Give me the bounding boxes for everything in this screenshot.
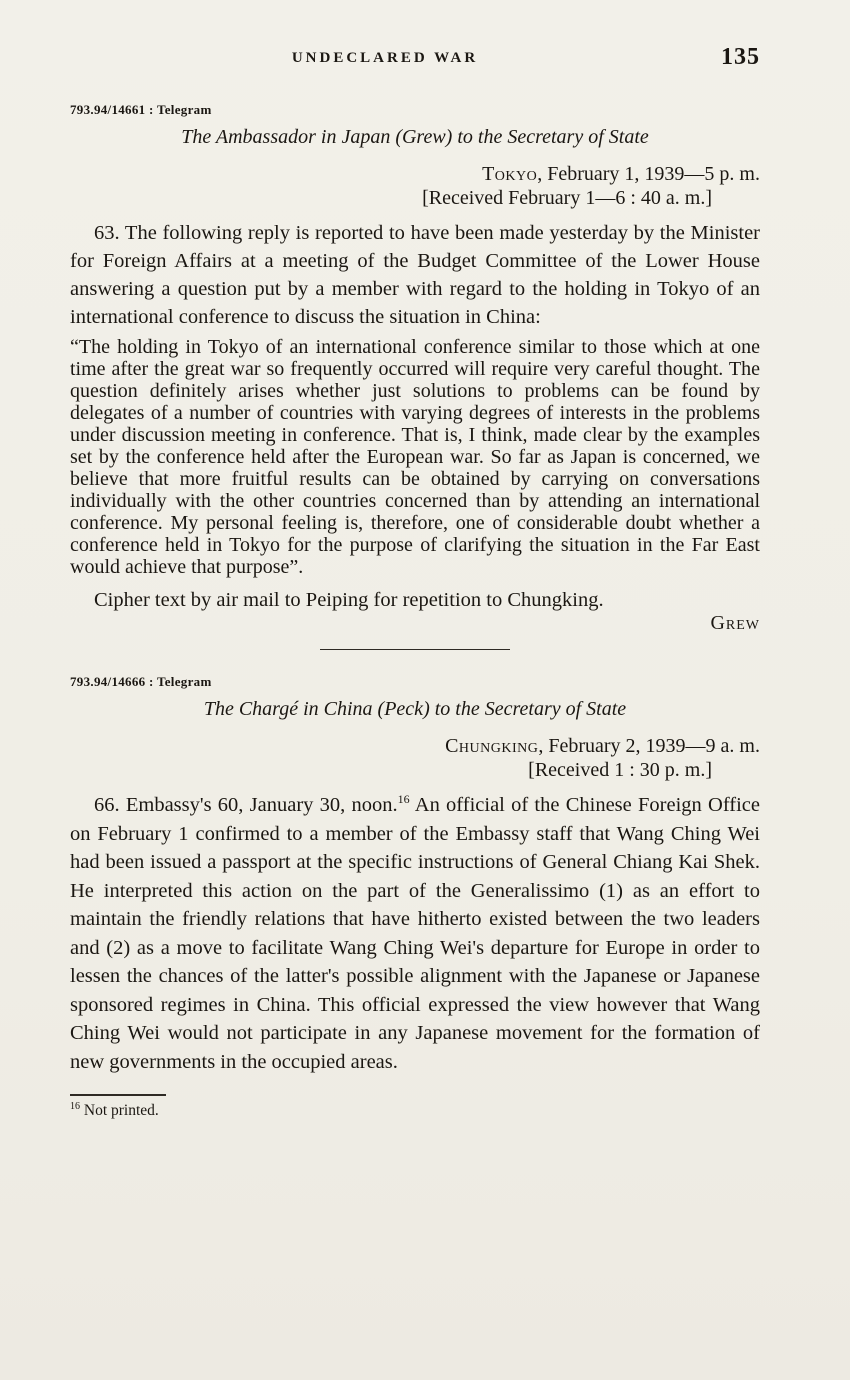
page-header [70,46,760,78]
footnote-text: Not printed. [83,1102,159,1119]
file-reference: 793.94/14666 : Telegram [70,674,212,689]
quoted-paragraph: “The holding in Tokyo of an international conference similar to those which at one time after the great war so frequently occurred will require very careful thought. The question definitely arises whether just solutions to problems can be found by delegates of a number of countries with varying degrees of interests in the problems under discussion meeting in conference. That is, I think, made clear by the examples set by the conference held after the European war. So far as Japan is concerned, we believe that more fruitful results can be obtained by carrying on conversations individually with the other countries concerned than by attending an international conference. My personal feeling is, therefore, one of considerable doubt whether a conference held in Tokyo for the purpose of clarifying the situation in the Far East would achieve that purpose”. [70,336,760,578]
footnote-marker: 16 [70,1100,80,1112]
telegram-title: The Chargé in China (Peck) to the Secretary of State [203,698,627,720]
footnote-rule [70,1094,166,1096]
received-line: [Received 1 : 30 p. m.] [528,759,712,781]
telegram-peck [70,674,760,1076]
running-title: UNDECLARED WAR [291,50,479,66]
paragraph-text: An official of the Chinese Foreign Office on February 1 confirmed to a member of the Embassy staff that Wang Ching Wei had been issued a passport at the specific instructions of General Chiang Kai Shek. He interpreted this action on the part of the Generalissimo (1) as an effort to maintain the friendly relations that have hitherto existed between the two leaders and (2) as a move to facilitate Wang Ching Wei's departure for Europe in order to lessen the chances of the latter's possible alignment with the Japanese or Japanese sponsored regimes in China. This official expressed the view however that Wang Ching Wei would not participate in any Japanese movement for the formation of new governments in the occupied areas. [70,794,760,1073]
dateline-place: Tokyo [482,163,538,185]
signature: Grew [710,612,760,634]
dateline-date: , February 1, 1939—5 p. m. [537,163,760,185]
footnote-reference: 16 [397,792,410,807]
dateline-place: Chungking [445,735,539,757]
telegram-grew [70,102,760,635]
closing-line: Cipher text by air mail to Peiping for repetition to Chungking. [94,589,604,611]
page-number: 135 [721,44,760,70]
dateline [70,163,760,186]
dateline-date: , February 2, 1939—9 a. m. [538,735,760,757]
received-line: [Received February 1—6 : 40 a. m.] [422,187,712,209]
body-paragraph [70,791,760,1076]
dateline [70,735,760,758]
footnote [70,1102,760,1120]
paragraph-text: 66. Embassy's 60, January 30, noon. [94,794,398,816]
section-divider [320,649,510,650]
telegram-title: The Ambassador in Japan (Grew) to the Secretary of State [181,126,649,148]
body-paragraph: 63. The following reply is reported to have been made yesterday by the Minister for Foreign Affairs at a meeting of the Budget Committee of the Lower House answering a question put by a member with regard to the holding in Tokyo of an international conference to discuss the situation in China: [70,222,760,328]
file-reference: 793.94/14661 : Telegram [70,102,212,117]
